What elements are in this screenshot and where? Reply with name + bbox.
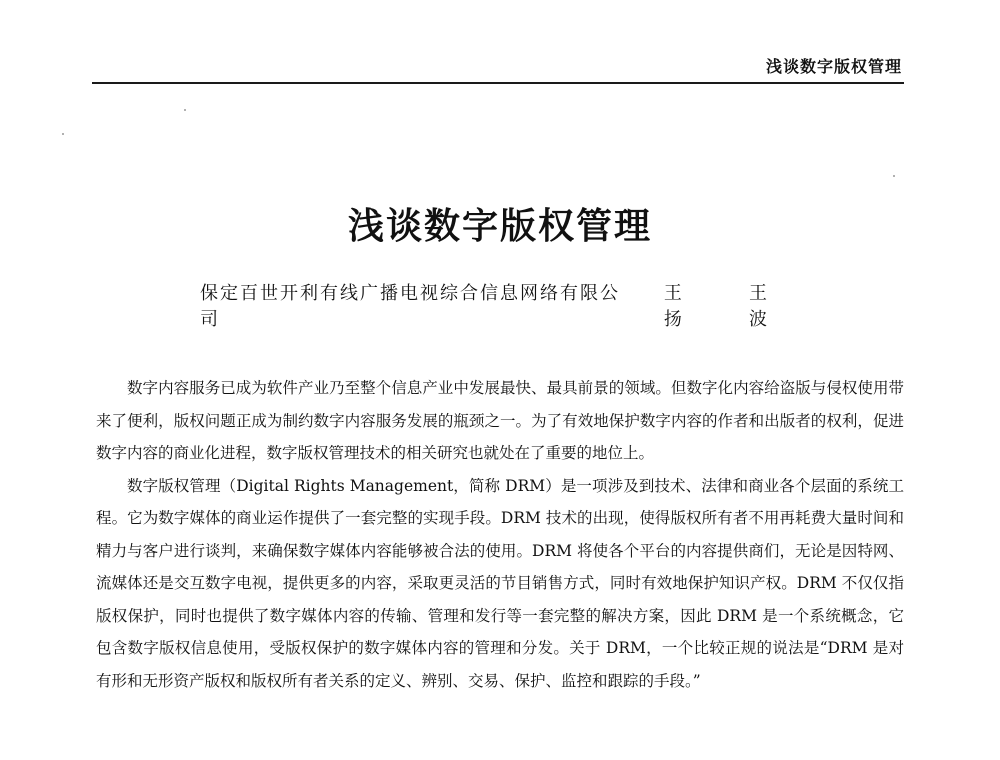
article-body	[96, 372, 904, 697]
paragraph: 数字内容服务已成为软件产业乃至整个信息产业中发展最快、最具前景的领域。但数字化内容给盗版与侵权使用带来了便利，版权问题正成为制约数字内容服务发展的瓶颈之一。为了有效地保护数字内容的作者和出版者的权利，促进数字内容的商业化进程，数字版权管理技术的相关研究也就处在了重要的地位上。	[96, 379, 904, 462]
paragraph: 数字版权管理（Digital Rights Management，简称 DRM）是一项涉及到技术、法律和商业各个层面的系统工程。它为数字媒体的商业运作提供了一套完整的实现手段。DRM 技术的出现，使得版权所有者不用再耗费大量时间和精力与客户进行谈判，来确保数字媒体内容能够被合法的使用。DRM 将使各个平台的内容提供商们，无论是因特网、流媒体还是交互数字电视，提供更多的内容，采取更灵活的节目销售方式，同时有效地保护知识产权。DRM 不仅仅指版权保护，同时也提供了数字媒体内容的传输、管理和发行等一套完整的解决方案，因此 DRM 是一个系统概念，它包含数字版权信息使用，受版权保护的数字媒体内容的管理和分发。关于 DRM，一个比较正规的说法是“DRM 是对有形和无形资产版权和版权所有者关系的定义、辨别、交易、保护、监控和跟踪的手段。”	[96, 476, 904, 690]
author-affiliation: 保定百世开利有线广播电视综合信息网络有限公司	[200, 283, 620, 330]
scan-speck	[62, 133, 64, 135]
author-name: 王 扬	[663, 283, 692, 330]
scan-speck	[893, 175, 895, 177]
author-name: 王 波	[748, 283, 777, 330]
byline	[200, 279, 820, 331]
scan-speck	[184, 109, 186, 111]
running-header-title: 浅谈数字版权管理	[765, 57, 902, 76]
running-header	[92, 48, 904, 84]
article-title: 浅谈数字版权管理	[347, 205, 652, 247]
